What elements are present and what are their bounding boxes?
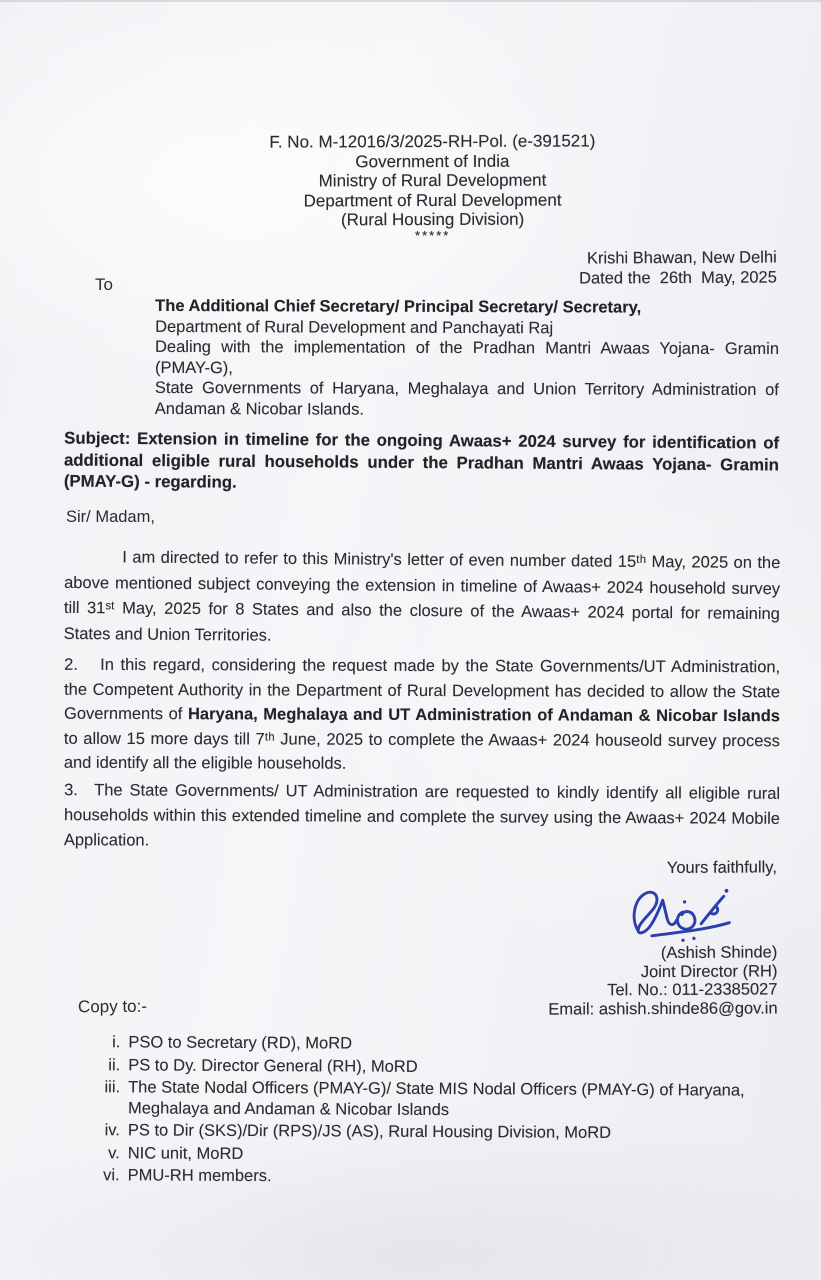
copy-item-text: NIC unit, MoRD: [127, 1143, 244, 1163]
closing-block: [547, 859, 777, 1018]
file-number: F. No. M-12016/3/2025-RH-Pol. (e-391521): [269, 131, 596, 152]
copy-item-text: PMU-RH members.: [127, 1166, 272, 1186]
copy-item-text: The State Nodal Officers (PMAY-G)/ State MIS Nodal Officers (PMAY-G) of Haryana, Meghalaya and Andaman & Nicobar Islands: [127, 1078, 745, 1119]
copy-item-num: iii.: [104, 1078, 121, 1097]
recipient-address: [155, 296, 779, 421]
copy-item-num: ii.: [108, 1055, 121, 1074]
copy-item-num: v.: [108, 1143, 120, 1162]
copy-item: [88, 1055, 788, 1079]
signatory-email: Email: ashish.shinde86@gov.in: [548, 998, 778, 1019]
recipient-line-1: The Additional Chief Secretary/ Principal Secretary/ Secretary,: [155, 296, 642, 317]
copy-item-num: iv.: [104, 1121, 120, 1140]
copy-item-num: vi.: [103, 1166, 120, 1185]
signatory-title: Joint Director (RH): [640, 961, 778, 981]
dateline-place: Krishi Bhawan, New Delhi: [587, 248, 777, 268]
recipient-line-2: Department of Rural Development and Panchayati Raj: [155, 317, 554, 337]
org-line-government: Government of India: [355, 151, 510, 171]
letter-header: [22, 131, 821, 243]
org-line-ministry: Ministry of Rural Development: [318, 170, 547, 191]
to-label: To: [95, 275, 113, 294]
valediction: Yours faithfully,: [666, 858, 777, 877]
copy-item: [88, 1143, 788, 1167]
paragraph-number: 3.: [64, 781, 78, 800]
recipient-line-4: State Governments of Haryana, Meghalaya and Union Territory Administration of Andaman & Nicobar Islands.: [154, 378, 779, 419]
copy-item-text: PS to Dir (SKS)/Dir (RPS)/JS (AS), Rural Housing Division, MoRD: [127, 1121, 612, 1142]
copy-item-text: PSO to Secretary (RD), MoRD: [128, 1033, 353, 1053]
subject-line: Subject: Extension in timeline for the ongoing Awaas+ 2024 survey for identification of additional eligible rural households under the Pradhan Mantri Awaas Yojana- Gramin (PMAY-G) - regarding.: [63, 428, 780, 492]
signatory-telephone: Tel. No.: 011-23385027: [606, 980, 778, 1000]
body-paragraph-1: I am directed to refer to this Ministry's letter of even number dated 15ᵗʰ May, 2025 on the above mentioned subject conveying the extension in timeline of Awaas+ 2024 household survey till 31ˢᵗ May, 2025 for 8 States and also the closure of the Awaas+ 2024 portal for remaining States and Union Territories.: [63, 548, 781, 645]
paragraph-text: In this regard, considering the request made by the State Governments/UT Administration, the Competent Authority in the Department of Rural Development has decided to allow the State Governments of: [63, 655, 781, 724]
dateline-date: Dated the 26th May, 2025: [579, 267, 778, 288]
body-paragraph-3: [64, 778, 780, 857]
copy-item-num: i.: [112, 1033, 121, 1052]
copy-item: [88, 1032, 788, 1056]
body-paragraph-2: [64, 653, 780, 778]
paragraph-text: The State Governments/ UT Administration are requested to kindly identify all eligible rural households within this extended timeline and complete the survey using the Awaas+ 2024 Mobile Application.: [63, 781, 781, 850]
signature-ink: [623, 881, 763, 944]
salutation: Sir/ Madam,: [66, 508, 155, 526]
copy-item: [88, 1077, 788, 1122]
paragraph-text: to allow 15 more days till 7ᵗʰ June, 2025 to complete the Awaas+ 2024 houseold survey process and identify all the eligible households.: [63, 729, 780, 773]
copy-item-text: PS to Dy. Director General (RH), MoRD: [128, 1055, 418, 1076]
org-line-division: (Rural Housing Division): [340, 209, 525, 230]
dateline: [579, 248, 777, 288]
signatory-details: [548, 944, 778, 1018]
stars-separator: *****: [414, 227, 451, 243]
bold-run-states: Haryana, Meghalaya and UT Administration of Andaman & Nicobar Islands: [187, 705, 781, 726]
copy-to-label: Copy to:-: [77, 996, 148, 1017]
signatory-name: (Ashish Shinde): [660, 943, 778, 963]
org-line-department: Department of Rural Development: [303, 190, 562, 210]
paragraph-number: 2.: [64, 655, 78, 674]
recipient-line-3: Dealing with the implementation of the Pradhan Mantri Awaas Yojana- Gramin (PMAY-G),: [154, 337, 780, 377]
copy-to-list: [88, 1032, 789, 1191]
copy-item: [88, 1165, 788, 1189]
copy-item: [88, 1120, 788, 1144]
